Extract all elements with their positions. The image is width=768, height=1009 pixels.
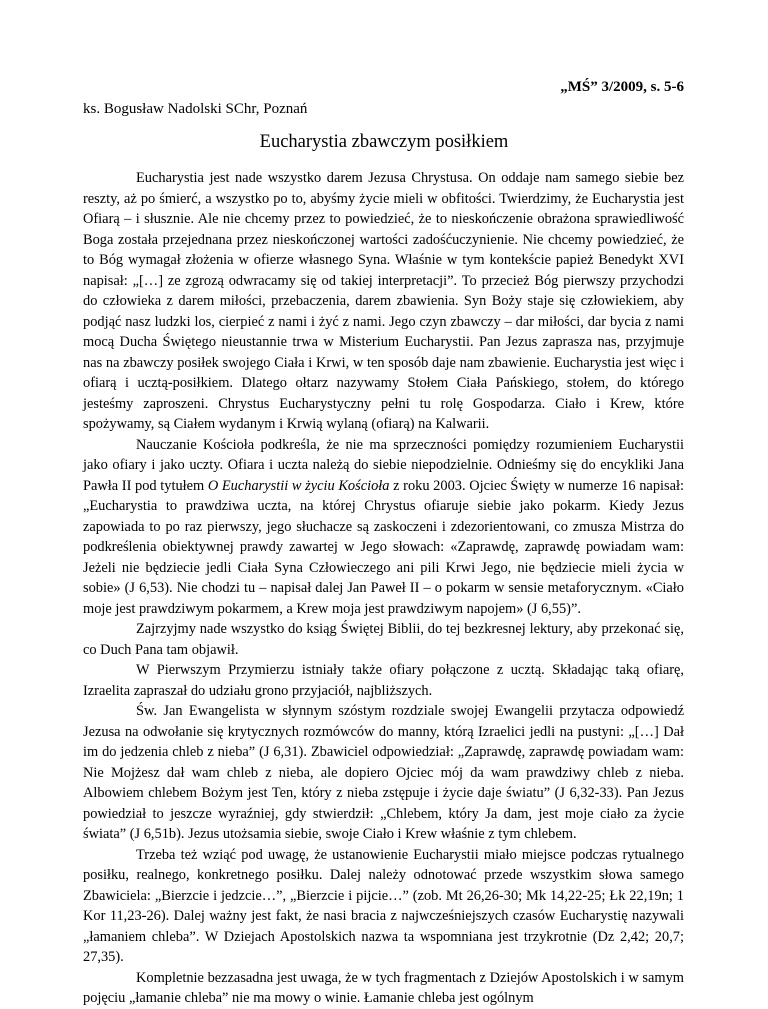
- paragraph: Kompletnie bezzasadna jest uwaga, że w tych fragmentach z Dziejów Apostolskich i w samym pojęciu „łamanie chleba” nie ma mowy o winie. Łamanie chleba jest ogólnym: [83, 969, 684, 1006]
- source-reference: „MŚ” 3/2009, s. 5-6: [560, 79, 684, 95]
- paragraph: Św. Jan Ewangelista w słynnym szóstym rozdziale swojej Ewangelii przytacza odpowiedź Jezusa na odwołanie się krytycznych rozmówców do manny, którą Izraelici jedli na pustyni: „[…] Dał im do jedzenia chleb z nieba” (J 6,31). Zbawiciel odpowiedział: „Zaprawdę, zaprawdę powiadam wam: Nie Mojżesz dał wam chleb z nieba, ale dopiero Ojciec mój da wam prawdziwy chleb z nieba. Albowiem chlebem Bożym jest Ten, który z nieba zstępuje i życie daje światu” (J 6,32-33). Pan Jezus powiedział to jeszcze wyraźniej, gdy stwierdził: „Chlebem, który Ja dam, jest moje ciało za życie świata” (J 6,51b). Jezus utożsamia siebie, swoje Ciało i Krew właśnie z tym chlebem.: [83, 703, 684, 842]
- paragraph: W Pierwszym Przymierzu istniały także ofiary połączone z ucztą. Składając taką ofiarę, Izraelita zapraszał do udziału grono przyjaciół, najbliższych.: [83, 662, 684, 699]
- paragraph: Trzeba też wziąć pod uwagę, że ustanowienie Eucharystii miało miejsce podczas rytualnego posiłku, realnego, konkretnego posiłku. Dalej należy odnotować przede wszystkim słowa samego Zbawiciela: „Bierzcie i jedzcie…”, „Bierzcie i pijcie…” (zob. Mt 26,26-30; Mk 14,22-25; Łk 22,19n; 1 Kor 11,23-26). Dalej ważny jest fakt, że nasi bracia z najwcześniejszych czasów Eucharystię nazywali „łamaniem chleba”. W Dziejach Apostolskich nazwa ta wspomniana jest trzykrotnie (Dz 2,42; 20,7; 27,35).: [83, 846, 684, 965]
- article-body: [83, 168, 684, 1009]
- paragraph: Nauczanie Kościoła podkreśla, że nie ma sprzeczności pomiędzy rozumieniem Eucharystii jako ofiary i jako uczty. Ofiara i uczta należą do siebie niepodzielnie. Odnieśmy się do encykliki Jana Pawła II pod tytułem O Eucharystii w życiu Kościoła z roku 2003. Ojciec Święty w numerze 16 napisał: „Eucharystia to prawdziwa uczta, na której Chrystus ofiaruje siebie jako pokarm. Kiedy Jezus zapowiada to po raz pierwszy, jego słuchacze są zaskoczeni i zdezorientowani, co zmusza Mistrza do podkreślenia obiektywnej prawdy zawartej w Jego słowach: «Zaprawdę, zaprawdę powiadam wam: Jeżeli nie będziecie jedli Ciała Syna Człowieczego ani pili Krwi Jego, nie będziecie mieli życia w sobie» (J 6,53). Nie chodzi tu – napisał dalej Jan Paweł II – o pokarm w sensie metaforycznym. «Ciało moje jest prawdziwym pokarmem, a Krew moja jest prawdziwym napojem» (J 6,55)”.: [83, 436, 684, 617]
- paragraph: Zajrzyjmy nade wszystko do ksiąg Świętej Biblii, do tej bezkresnej lektury, aby przekonać się, co Duch Pana tam objawił.: [83, 621, 684, 658]
- article-title: Eucharystia zbawczym posiłkiem: [259, 132, 509, 152]
- author-line: ks. Bogusław Nadolski SChr, Poznań: [83, 101, 308, 117]
- paragraph: Eucharystia jest nade wszystko darem Jezusa Chrystusa. On oddaje nam samego siebie bez reszty, aż po śmierć, a wszystko po to, abyśmy życie mieli w obfitości. Twierdzimy, że Eucharystia jest Ofiarą – i słusznie. Ale nie chcemy przez to powiedzieć, że to nieskończenie obrażona sprawiedliwość Boga została przejednana przez nieskończonej wartości zadośćuczynienie. Nie chcemy powiedzieć, że to Bóg wymagał złożenia w ofierze własnego Syna. Właśnie w tym kontekście papież Benedykt XVI napisał: „[…] ze zgrozą odwracamy się od takiej interpretacji”. To przecież Bóg pierwszy przychodzi do człowieka z darem miłości, przebaczenia, darem zbawienia. Syn Boży staje się człowiekiem, aby podjąć nasz ludzki los, cierpieć z nami i żyć z nami. Jego czyn zbawczy – dar miłości, dar bycia z nami mocą Ducha Świętego nieustannie trwa w Misterium Eucharystii. Pan Jezus zaprasza nas, przyjmuje nas na zbawczy posiłek swojego Ciała i Krwi, w ten sposób daje nam zbawienie. Eucharystia jest więc i ofiarą i ucztą-posiłkiem. Dlatego ołtarz nazywamy Stołem Ciała Pańskiego, stołem, do którego jesteśmy zaproszeni. Chrystus Eucharystyczny pełni tu rolę Gospodarza. Ciało i Krew, które spożywamy, są Ciałem wydanym i Krwią wylaną (ofiarą) na Kalwarii.: [83, 170, 684, 432]
- encyclical-title: O Eucharystii w życiu Kościoła: [207, 477, 390, 494]
